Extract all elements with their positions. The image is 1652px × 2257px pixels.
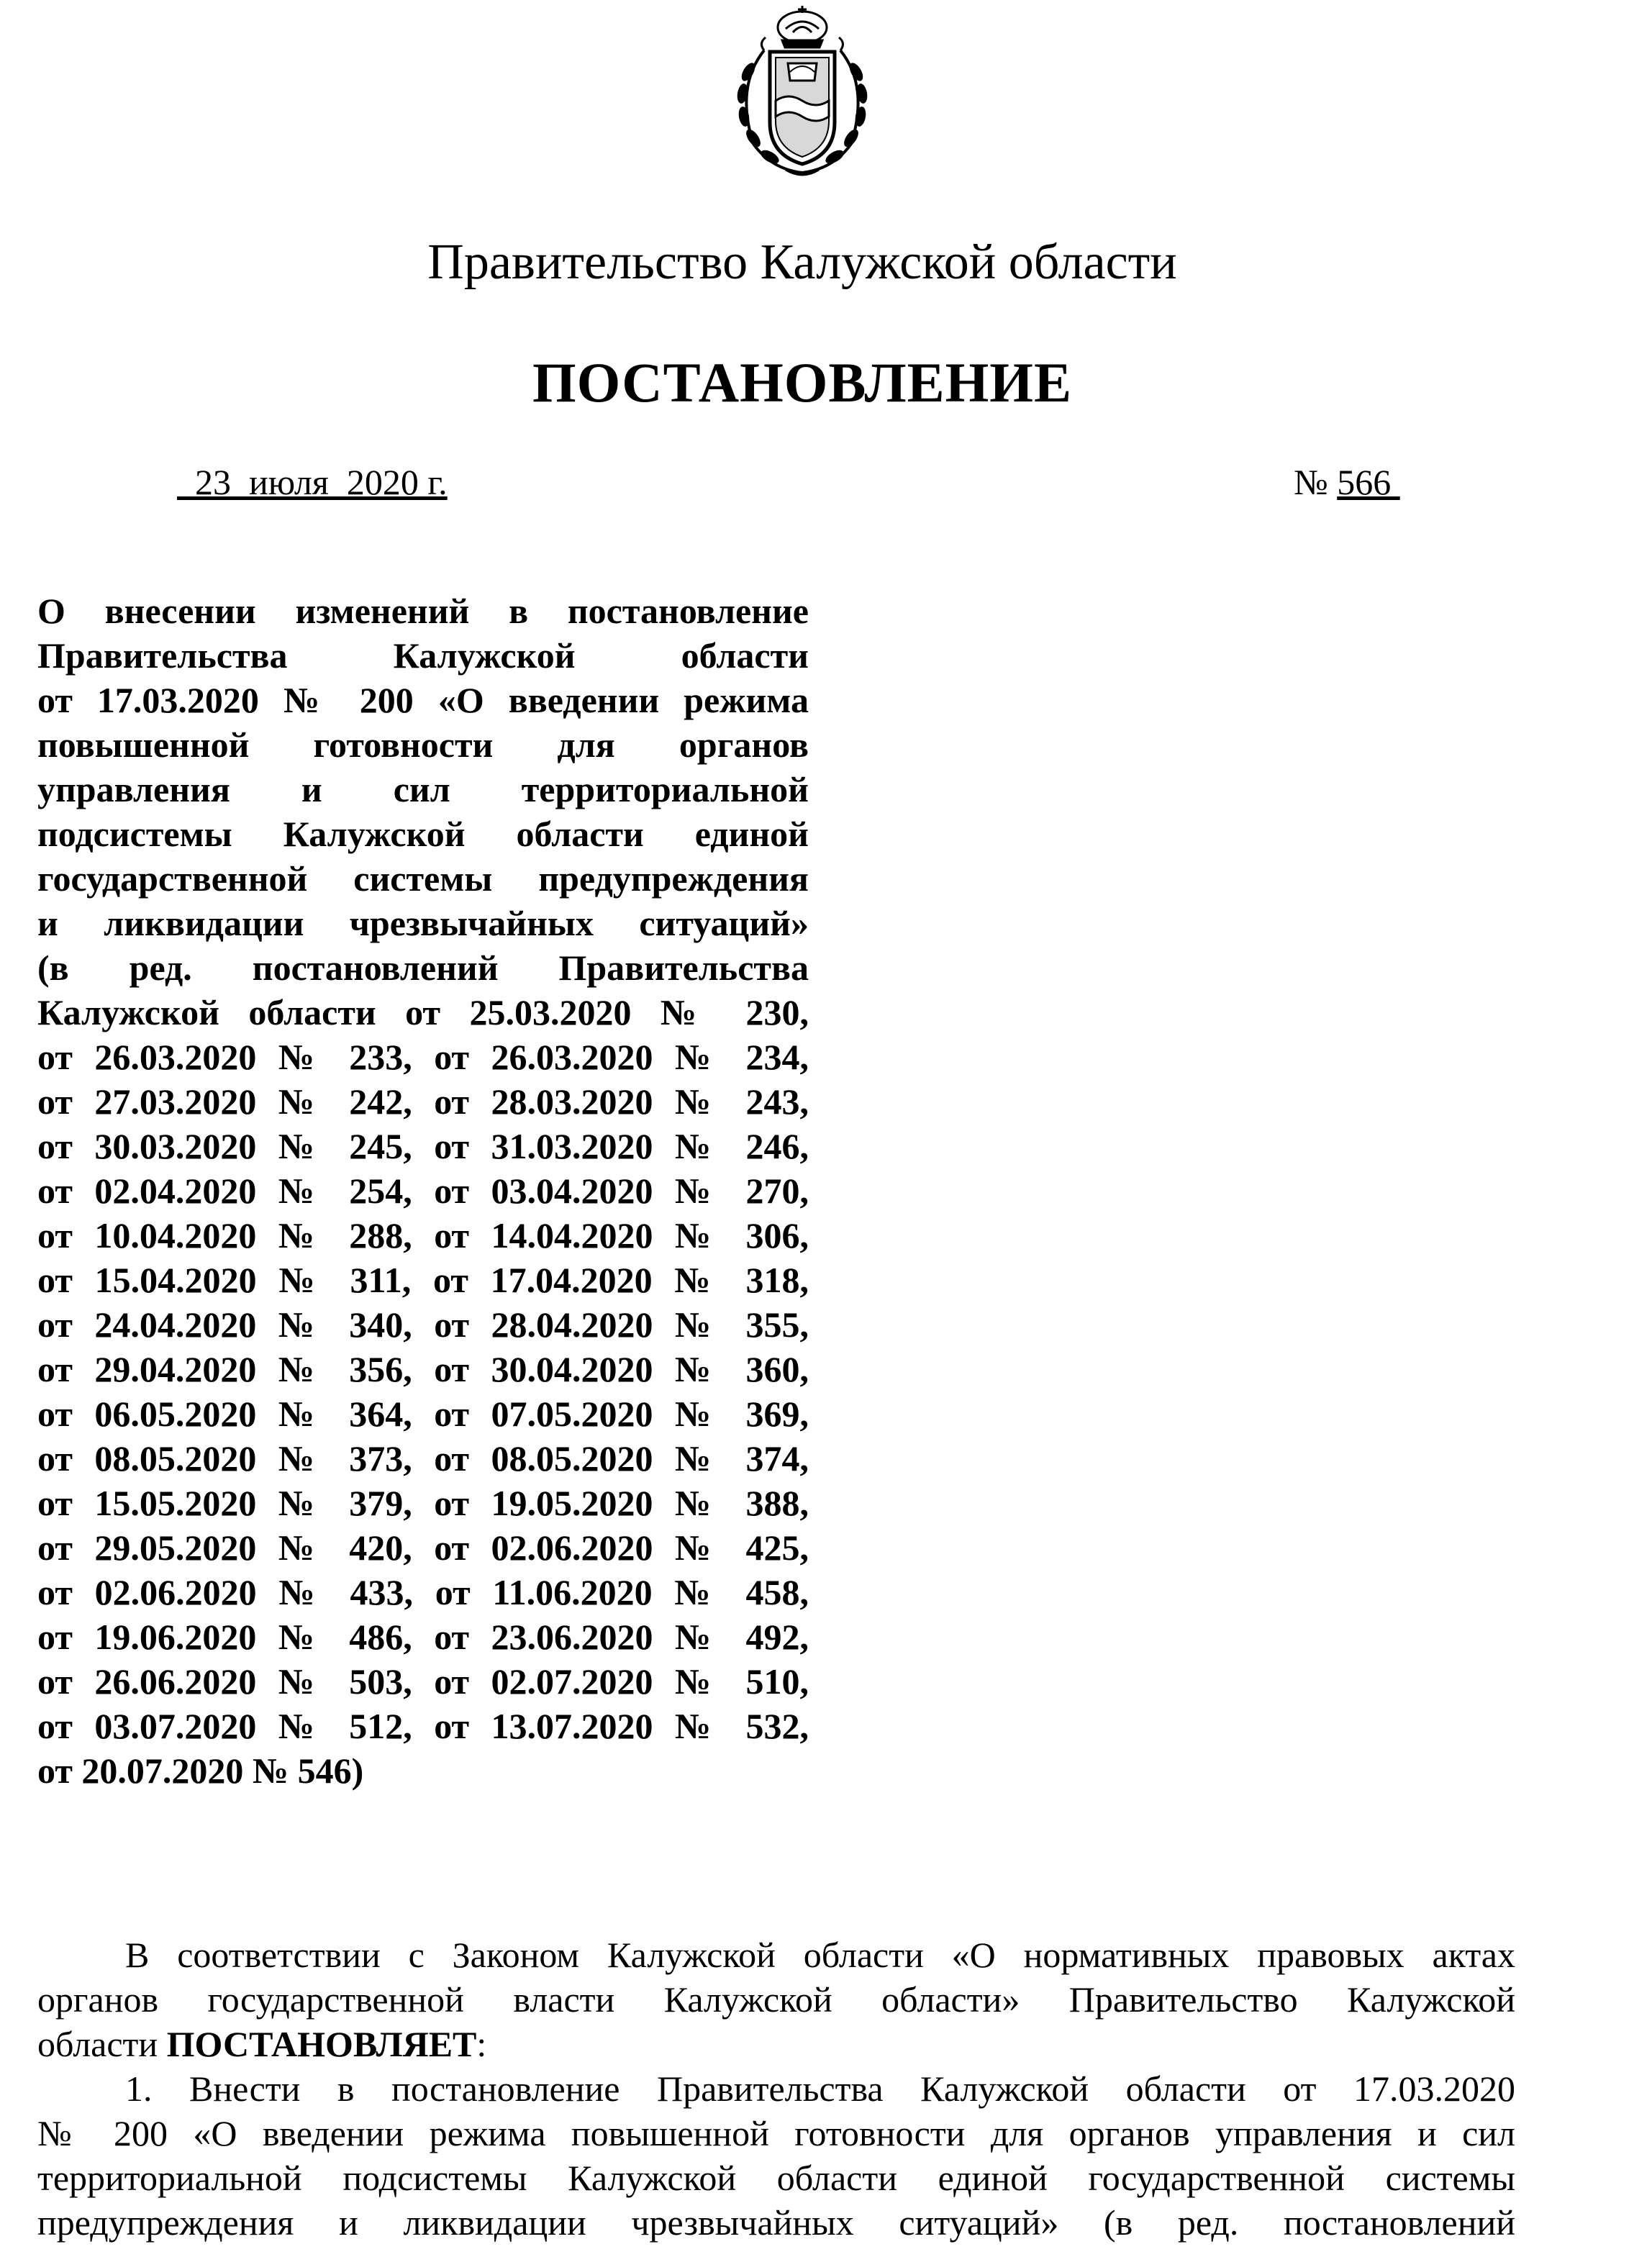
- body-line: органов государственной власти Калужской области» Правительство Калужской: [37, 1979, 1515, 2020]
- subject-line: от 19.06.2020 № 486, от 23.06.2020 № 492,: [37, 1617, 809, 1657]
- body-line: территориальной подсистемы Калужской области единой государственной системы: [37, 2158, 1515, 2198]
- subject-line: от 10.04.2020 № 288, от 14.04.2020 № 306,: [37, 1215, 809, 1255]
- body-text-fragment: :: [476, 2024, 487, 2064]
- document-subject: [37, 589, 809, 1793]
- body-text-fragment: области: [37, 2024, 167, 2064]
- subject-line: от 26.03.2020 № 233, от 26.03.2020 № 234,: [37, 1037, 809, 1077]
- document-type-heading: ПОСТАНОВЛЕНИЕ: [532, 351, 1072, 414]
- subject-line: О внесении изменений в постановление: [37, 591, 809, 631]
- subject-line: от 15.04.2020 № 311, от 17.04.2020 № 318,: [37, 1260, 809, 1300]
- subject-line: от 17.03.2020 № 200 «О введении режима: [37, 680, 809, 720]
- subject-line: от 02.04.2020 № 254, от 03.04.2020 № 270,: [37, 1171, 809, 1211]
- subject-line: от 03.07.2020 № 512, от 13.07.2020 № 532,: [37, 1706, 809, 1746]
- coat-of-arms-icon: [714, 0, 891, 180]
- subject-line: от 27.03.2020 № 242, от 28.03.2020 № 243,: [37, 1081, 809, 1122]
- body-line: № 200 «О введении режима повышенной готовности для органов управления и сил: [37, 2113, 1515, 2153]
- subject-line: от 29.05.2020 № 420, от 02.06.2020 № 425,: [37, 1527, 809, 1568]
- subject-line: от 24.04.2020 № 340, от 28.04.2020 № 355,: [37, 1304, 809, 1345]
- document-number: [1294, 460, 1400, 504]
- subject-line: от 02.06.2020 № 433, от 11.06.2020 № 458,: [37, 1572, 809, 1612]
- body-line: предупреждения и ликвидации чрезвычайных ситуаций» (в ред. постановлений: [37, 2202, 1515, 2243]
- subject-line: подсистемы Калужской области единой: [37, 814, 809, 854]
- subject-line: Калужской области от 25.03.2020 № 230,: [37, 992, 809, 1032]
- body-line: 1. Внести в постановление Правительства Калужской области от 17.03.2020: [125, 2068, 1515, 2109]
- number-value: 566: [1337, 462, 1400, 502]
- subject-line: повышенной готовности для органов: [37, 725, 809, 765]
- subject-line: от 15.05.2020 № 379, от 19.05.2020 № 388,: [37, 1483, 809, 1523]
- subject-line: от 08.05.2020 № 373, от 08.05.2020 № 374,: [37, 1438, 809, 1479]
- subject-line: от 26.06.2020 № 503, от 02.07.2020 № 510,: [37, 1661, 809, 1702]
- body-line: [37, 2022, 1515, 2066]
- body-line: В соответствии с Законом Калужской области «О нормативных правовых актах: [125, 1935, 1515, 1975]
- subject-line: Правительства Калужской области: [37, 635, 809, 676]
- subject-line: от 29.04.2020 № 356, от 30.04.2020 № 360,: [37, 1349, 809, 1389]
- subject-line: от 06.05.2020 № 364, от 07.05.2020 № 369,: [37, 1394, 809, 1434]
- subject-line: государственной системы предупреждения: [37, 858, 809, 899]
- subject-line: от 30.03.2020 № 245, от 31.03.2020 № 246,: [37, 1126, 809, 1166]
- subject-line: от 20.07.2020 № 546): [37, 1750, 364, 1791]
- subject-line: управления и сил территориальной: [37, 769, 809, 809]
- subject-line: и ликвидации чрезвычайных ситуаций»: [37, 903, 809, 943]
- government-title: Правительство Калужской области: [427, 235, 1177, 290]
- number-sign: №: [1294, 462, 1338, 502]
- document-date: 23 июля 2020 г.: [177, 462, 448, 502]
- subject-line: (в ред. постановлений Правительства: [37, 948, 809, 988]
- document-body: [37, 1933, 1515, 2245]
- resolves-keyword: ПОСТАНОВЛЯЕТ: [166, 2024, 477, 2064]
